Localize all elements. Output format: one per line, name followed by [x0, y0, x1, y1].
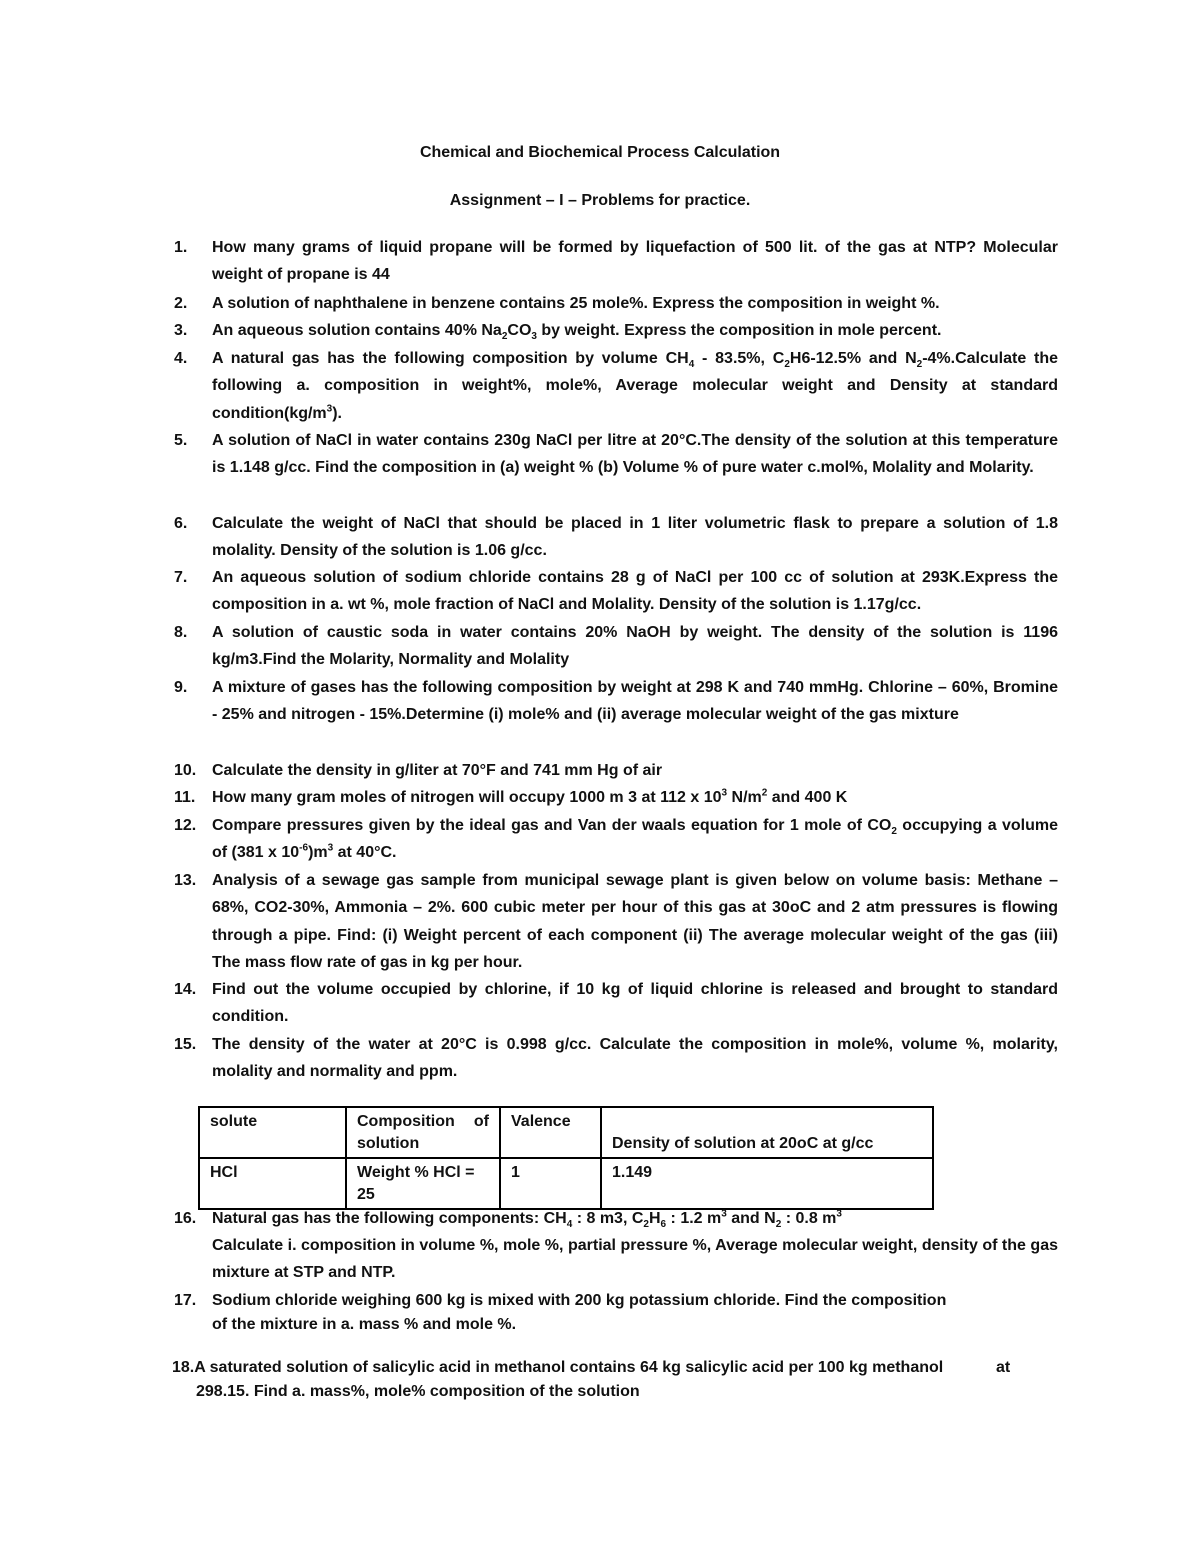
problem-number: 6. — [174, 515, 188, 532]
table-cell: 1 — [500, 1158, 601, 1209]
problem-text: Natural gas has the following components: $CH_4$ : 8 m3, $C_2H_6$ : 1.2 $m^3$ and $N_2$ : 0.8 $m^3$ — [212, 1208, 842, 1231]
problem-number: 9. — [174, 679, 188, 696]
problem-text: Calculate i. composition in volume %, mole %, partial pressure %, Average molecular weight, density of the gas mixture at STP and NTP. — [212, 1237, 1058, 1282]
problem-text: An aqueous solution of sodium chloride contains 28 g of NaCl per 100 cc of solution at 293K.Express the composition in a. wt %, mole fraction of NaCl and Molality. Density of the solution is 1.17g/cc. — [212, 569, 1058, 614]
problem-number: 3. — [174, 322, 188, 339]
problem-number: 14. — [174, 981, 197, 998]
document-title: Chemical and Biochemical Process Calculation — [419, 144, 781, 161]
problem-18-at: at — [996, 1359, 1011, 1376]
problem-number: 11. — [174, 789, 196, 806]
problem-number: 16. — [174, 1210, 197, 1227]
problem-number: 10. — [174, 762, 197, 779]
problem-text: An aqueous solution contains 40% $Na_2CO_3$ by weight. Express the composition in mole percent. — [212, 322, 942, 343]
problem-text: A natural gas has the following composition by volume $CH_4 - 83.5\%$, $C_2H6-12.5\%$ and $N_2-4\%.Calculate$ the following a. composition in weight%, mole%, Average molecular weight and Density at standard $condition(kg/m^3)$. — [212, 350, 1059, 422]
document-subtitle: Assignment – I – Problems for practice. — [449, 192, 751, 209]
table-header-cell: solute — [199, 1107, 346, 1158]
problem-number: 1. — [174, 239, 188, 256]
solution-data-table — [198, 1106, 934, 1210]
problem-text: of the mixture in a. mass % and mole %. — [212, 1316, 517, 1333]
problem-number: 12. — [174, 817, 197, 834]
table-header-cell: Composition of solution — [346, 1107, 500, 1158]
problem-text: Calculate the weight of NaCl that should be placed in 1 liter volumetric flask to prepare a solution of 1.8 molality. Density of the solution is 1.06 g/cc. — [212, 515, 1058, 560]
problem-text: A solution of NaCl in water contains 230g NaCl per litre at 20°C.The density of the solution at this temperature is 1.148 g/cc. Find the composition in (a) weight % (b) Volume % of pure water c.mol%, Molality and Molarity. — [212, 432, 1058, 477]
table-cell: Weight % HCl = 25 — [346, 1158, 500, 1209]
problem-number: 2. — [174, 295, 188, 312]
problem-number: 8. — [174, 624, 188, 641]
problem-text: How many gram moles of nitrogen will occupy 1000 m 3 at 112 x $10^3$ $N/m^2$ and 400 K — [212, 787, 848, 806]
problem-text: A solution of naphthalene in benzene contains 25 mole%. Express the composition in weight %. — [212, 295, 940, 312]
problem-number: 7. — [174, 569, 188, 586]
problem-text: Compare pressures given by the ideal gas and Van der waals equation for 1 mole of $CO_2$ occupying a volume of (381 x $10^{-6})m^3$ at 40°C. — [212, 817, 1059, 862]
problem-number: 5. — [174, 432, 188, 449]
table-row — [199, 1158, 933, 1209]
problem-18-line1: 18.A saturated solution of salicylic acid in methanol contains 64 kg salicylic acid per 100 kg methanol — [172, 1359, 944, 1376]
table-header-cell: Valence — [500, 1107, 601, 1158]
table-cell: HCl — [199, 1158, 346, 1209]
problem-number: 4. — [174, 350, 188, 367]
problem-18-line2: 298.15. Find a. mass%, mole% composition of the solution — [196, 1383, 640, 1400]
problem-number: 17. — [174, 1292, 197, 1309]
problem-text: Find out the volume occupied by chlorine, if 10 kg of liquid chlorine is released and brought to standard condition. — [212, 981, 1058, 1026]
problem-number: 15. — [174, 1036, 197, 1053]
problem-text: Calculate the density in g/liter at 70°F and 741 mm Hg of air — [212, 762, 663, 779]
problem-text: A solution of caustic soda in water contains 20% NaOH by weight. The density of the solution is 1196 kg/m3.Find the Molarity, Normality and Molality — [212, 624, 1058, 669]
problem-text: How many grams of liquid propane will be formed by liquefaction of 500 lit. of the gas at NTP? Molecular weight of propane is 44 — [212, 239, 1058, 284]
problem-text: Sodium chloride weighing 600 kg is mixed with 200 kg potassium chloride. Find the composition — [212, 1292, 947, 1309]
table-header-cell: Density of solution at 20oC at g/cc — [601, 1107, 933, 1158]
table-cell: 1.149 — [601, 1158, 933, 1209]
table-header-row — [199, 1107, 933, 1158]
problem-text: A mixture of gases has the following composition by weight at 298 K and 740 mmHg. Chlorine – 60%, Bromine - 25% and nitrogen - 15%.Determine (i) mole% and (ii) average molecular weight of the gas mixture — [212, 679, 1058, 724]
problem-number: 13. — [174, 872, 197, 889]
problem-text: The density of the water at 20°C is 0.998 g/cc. Calculate the composition in mole%, volume %, molarity, molality and normality and ppm. — [212, 1036, 1058, 1081]
problem-text: Analysis of a sewage gas sample from municipal sewage plant is given below on volume basis: Methane – 68%, CO2-30%, Ammonia – 2%. 600 cubic meter per hour of this gas at 30oC and 2 atm pressures is flowing through a pipe. Find: (i) Weight percent of each component (ii) The average molecular weight of the gas (iii) The mass flow rate of gas in kg per hour. — [212, 872, 1058, 972]
